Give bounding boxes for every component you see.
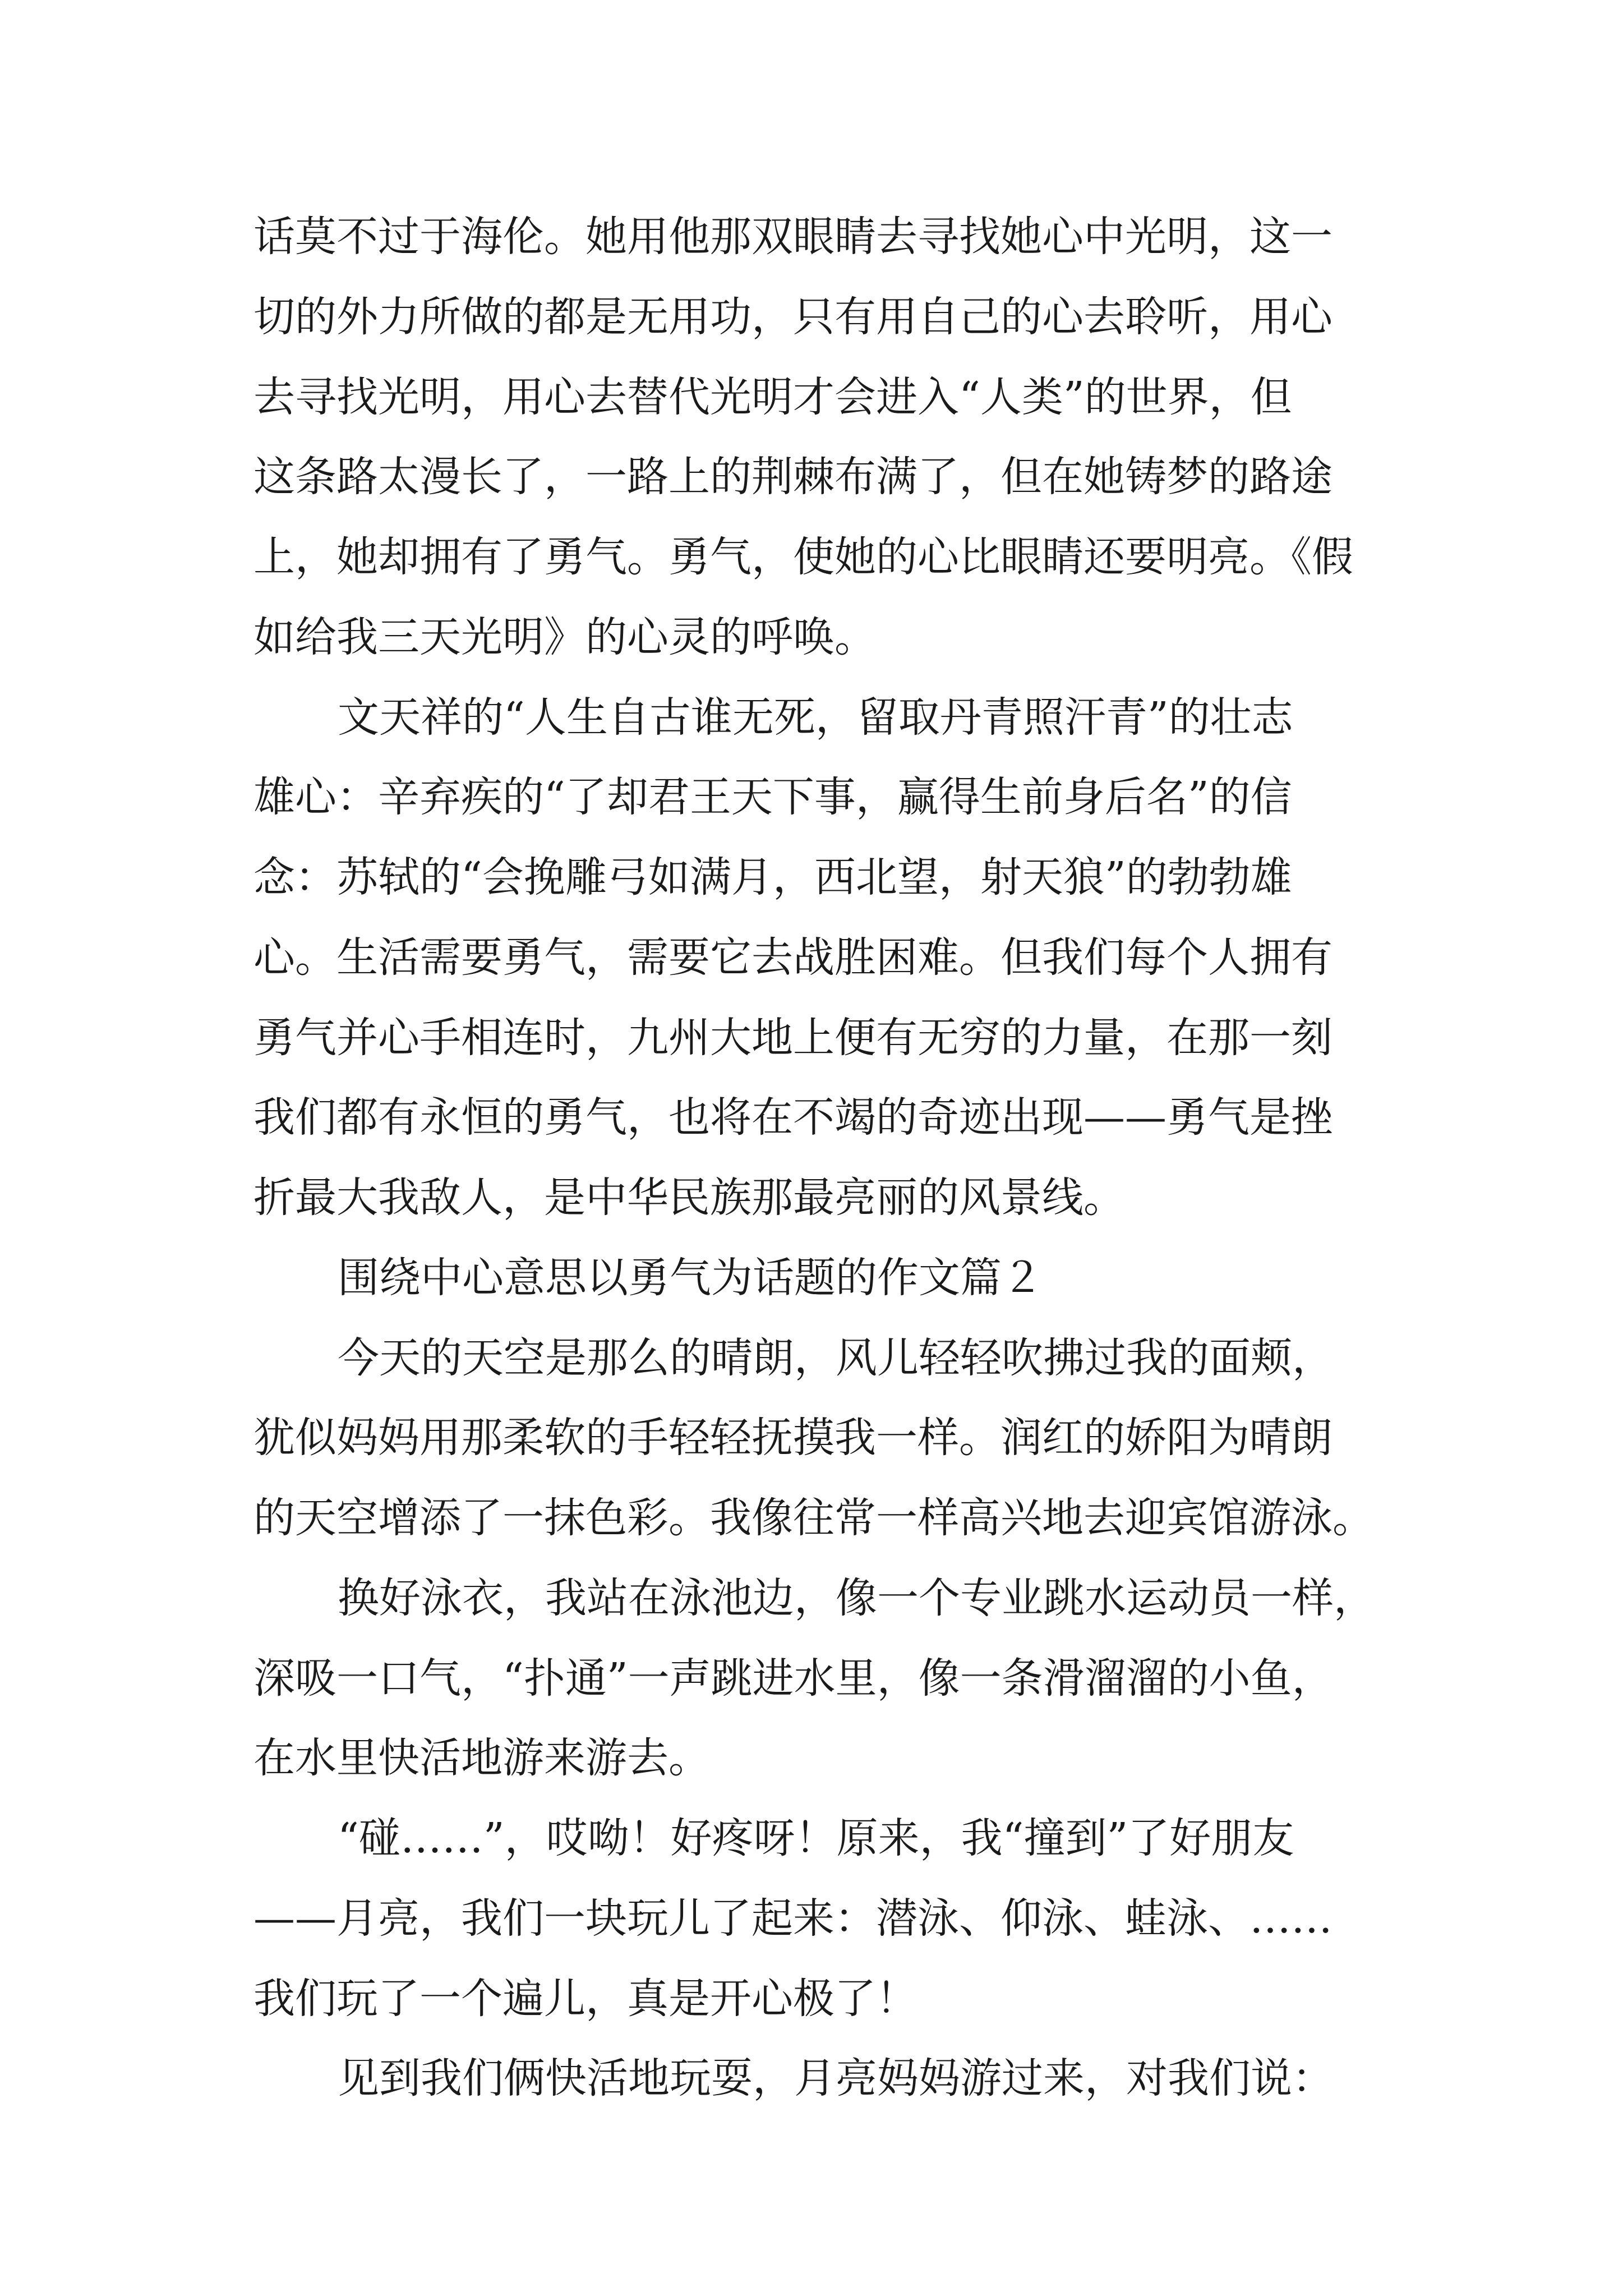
text-line: 心。生活需要勇气，需要它去战胜困难。但我们每个人拥有 (253, 933, 1332, 982)
text-line: 切的外力所做的都是无用功，只有用自己的心去聆听，用心 (253, 293, 1332, 341)
text-line: 折最大我敌人，是中华民族那最亮丽的风景线。 (253, 1174, 1125, 1222)
paragraph-first-line: 文天祥的“人生自古谁无死，留取丹青照汗青”的壮志 (338, 693, 1293, 742)
paragraph-first-line: 今天的天空是那么的晴朗，风儿轻轻吹拂过我的面颊， (338, 1334, 1334, 1382)
text-line: 勇气并心手相连时，九州大地上便有无穷的力量，在那一刻 (253, 1014, 1332, 1062)
text-line: 的天空增添了一抹色彩。我像往常一样高兴地去迎宾馆游泳。 (253, 1494, 1374, 1542)
text-line: 去寻找光明，用心去替代光明才会进入“人类”的世界，但 (253, 373, 1292, 421)
text-line: 雄心：辛弃疾的“了却君王天下事，赢得生前身后名”的信 (253, 773, 1292, 821)
text-line: 话莫不过于海伦。她用他那双眼睛去寻找她心中光明，这一 (253, 213, 1332, 261)
text-line: 我们玩了一个遍儿，真是开心极了！ (253, 1975, 917, 2023)
text-line: 这条路太漫长了，一路上的荆棘布满了，但在她铸梦的路途 (253, 453, 1332, 501)
text-line: ——月亮，我们一块玩儿了起来：潜泳、仰泳、蛙泳、…… (253, 1894, 1332, 1943)
text-line: 深吸一口气，“扑通”一声跳进水里，像一条滑溜溜的小鱼， (253, 1654, 1334, 1703)
paragraph-first-line: 换好泳衣，我站在泳池边，像一个专业跳水运动员一样， (338, 1574, 1375, 1622)
paragraph-first-line: “碰……”，哎呦！好疼呀！原来，我“撞到”了好朋友 (338, 1814, 1294, 1862)
text-line: 在水里快活地游来游去。 (253, 1734, 710, 1782)
paragraph-first-line: 见到我们俩快活地玩耍，月亮妈妈游过来，对我们说： (338, 2054, 1334, 2102)
text-line: 犹似妈妈用那柔软的手轻轻抚摸我一样。润红的娇阳为晴朗 (253, 1414, 1332, 1462)
text-line: 我们都有永恒的勇气，也将在不竭的奇迹出现——勇气是挫 (253, 1093, 1332, 1142)
section-heading: 围绕中心意思以勇气为话题的作文篇２ (338, 1254, 1043, 1302)
text-line: 上，她却拥有了勇气。勇气，使她的心比眼睛还要明亮。《假 (253, 533, 1353, 581)
text-line: 念：苏轼的“会挽雕弓如满月，西北望，射天狼”的勃勃雄 (253, 853, 1292, 901)
text-line: 如给我三天光明》的心灵的呼唤。 (253, 613, 876, 661)
